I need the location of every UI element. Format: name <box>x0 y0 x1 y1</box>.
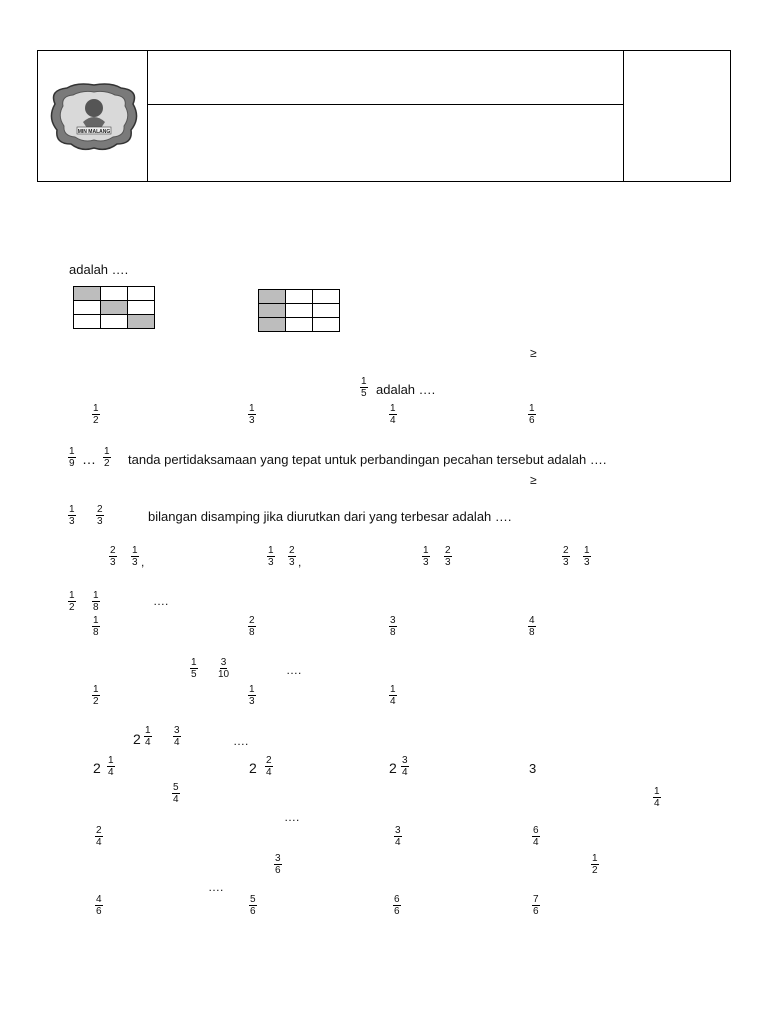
q3-text: tanda pertidaksamaan yang tepat untuk perbandingan pecahan tersebut adalah …. <box>128 452 607 467</box>
q5-option-a[interactable]: $\frac{1}{8}$ <box>93 615 99 638</box>
q9-dots: …. <box>208 880 224 894</box>
q6-fraction-2: $\frac{3}{10}$ <box>218 657 230 680</box>
q5-dots: …. <box>153 594 169 608</box>
q4-option-b-second: $\frac{2}{3}$ <box>289 545 295 568</box>
q4-option-a-comma: , <box>141 555 145 569</box>
header-divider-right <box>623 51 624 181</box>
q1-grid-a-cell-2-0 <box>74 315 101 329</box>
q7-fraction-1: $\frac{1}{4}$ <box>145 725 151 748</box>
q9-option-c[interactable]: $\frac{6}{6}$ <box>394 894 400 917</box>
school-logo <box>47 82 141 152</box>
q7-option-a-fraction: $\frac{1}{4}$ <box>108 755 114 778</box>
q8-fraction-2: $\frac{1}{4}$ <box>654 786 660 809</box>
q4-text: bilangan disamping jika diurutkan dari yang terbesar adalah …. <box>148 509 512 524</box>
q9-option-b[interactable]: $\frac{5}{6}$ <box>250 894 256 917</box>
q4-option-c-first: $\frac{1}{3}$ <box>423 545 429 568</box>
q1-text: adalah …. <box>69 262 129 277</box>
q6-option-a[interactable]: $\frac{1}{2}$ <box>93 684 99 707</box>
q6-option-b[interactable]: $\frac{1}{3}$ <box>249 684 255 707</box>
q3-left-fraction: $\frac{1}{9}$ <box>69 446 75 469</box>
q7-option-d[interactable]: 3 <box>529 761 537 776</box>
q2-option-a[interactable]: $\frac{1}{2}$ <box>93 403 99 426</box>
q7-whole-number: 2 <box>133 731 141 747</box>
q2-option-c[interactable]: $\frac{1}{4}$ <box>390 403 396 426</box>
q1-grid-b-cell-1-0-shaded <box>259 304 286 318</box>
q4-option-b-first: $\frac{1}{3}$ <box>268 545 274 568</box>
q6-option-c[interactable]: $\frac{1}{4}$ <box>390 684 396 707</box>
q2-option-b[interactable]: $\frac{1}{3}$ <box>249 403 255 426</box>
q1-grid-b-cell-2-1 <box>286 318 313 332</box>
q4-option-c-second: $\frac{2}{3}$ <box>445 545 451 568</box>
q2-option-d[interactable]: $\frac{1}{6}$ <box>529 403 535 426</box>
q7-option-a-whole: 2 <box>93 760 101 776</box>
q5-option-c[interactable]: $\frac{3}{8}$ <box>390 615 396 638</box>
q6-fraction-1: $\frac{1}{5}$ <box>191 657 197 680</box>
q1-grid-b-cell-0-2 <box>313 290 340 304</box>
q7-dots: …. <box>233 734 249 748</box>
q9-option-a[interactable]: $\frac{4}{6}$ <box>96 894 102 917</box>
q5-fraction-1: $\frac{1}{2}$ <box>69 590 75 613</box>
svg-text:MIN MALANG: MIN MALANG <box>77 129 111 135</box>
q8-dots: …. <box>284 810 300 824</box>
q2-stem-fraction: $\frac{1}{5}$ <box>361 376 367 399</box>
q5-option-d[interactable]: $\frac{4}{8}$ <box>529 615 535 638</box>
q6-dots: …. <box>286 663 302 677</box>
q5-option-b[interactable]: $\frac{2}{8}$ <box>249 615 255 638</box>
q9-fraction-1: $\frac{3}{6}$ <box>275 853 281 876</box>
q1-grid-b-cell-1-2 <box>313 304 340 318</box>
q3-geq-symbol: ≥ <box>530 473 537 487</box>
q8-option-b[interactable]: $\frac{3}{4}$ <box>395 825 401 848</box>
q1-grid-b-cell-1-1 <box>286 304 313 318</box>
q7-option-c-whole: 2 <box>389 760 397 776</box>
q7-fraction-2: $\frac{3}{4}$ <box>174 725 180 748</box>
q4-option-a-first: $\frac{2}{3}$ <box>110 545 116 568</box>
q9-fraction-2: $\frac{1}{2}$ <box>592 853 598 876</box>
q4-option-b-comma: , <box>298 555 302 569</box>
q7-option-c-fraction: $\frac{3}{4}$ <box>402 755 408 778</box>
q5-fraction-2: $\frac{1}{8}$ <box>93 590 99 613</box>
q7-option-b-whole: 2 <box>249 760 257 776</box>
q1-grid-a-cell-0-0-shaded <box>74 287 101 301</box>
q1-grid-b <box>258 289 340 332</box>
q1-geq-symbol: ≥ <box>530 346 537 360</box>
q8-option-c[interactable]: $\frac{6}{4}$ <box>533 825 539 848</box>
q1-grid-b-cell-2-2 <box>313 318 340 332</box>
q1-grid-b-cell-2-0-shaded <box>259 318 286 332</box>
q3-dots: … <box>82 451 96 467</box>
q4-fraction-2: $\frac{2}{3}$ <box>97 504 103 527</box>
q1-grid-b-cell-0-1 <box>286 290 313 304</box>
q1-grid-a-cell-0-2 <box>128 287 155 301</box>
q4-option-d-first: $\frac{2}{3}$ <box>563 545 569 568</box>
q8-option-a[interactable]: $\frac{2}{4}$ <box>96 825 102 848</box>
header-divider-left <box>147 51 148 181</box>
q1-grid-a-cell-1-1-shaded <box>101 301 128 315</box>
q1-grid-b-cell-0-0-shaded <box>259 290 286 304</box>
q4-option-a-second: $\frac{1}{3}$ <box>132 545 138 568</box>
header-divider-middle <box>147 104 623 105</box>
q1-grid-a-cell-1-2 <box>128 301 155 315</box>
q4-option-d-second: $\frac{1}{3}$ <box>584 545 590 568</box>
q2-text: adalah …. <box>376 382 436 397</box>
q3-right-fraction: $\frac{1}{2}$ <box>104 446 110 469</box>
q1-grid-a-cell-2-2-shaded <box>128 315 155 329</box>
header-table <box>37 50 731 182</box>
q8-fraction-1: $\frac{5}{4}$ <box>173 782 179 805</box>
q7-option-b-fraction: $\frac{2}{4}$ <box>266 755 272 778</box>
q9-option-d[interactable]: $\frac{7}{6}$ <box>533 894 539 917</box>
q1-grid-a <box>73 286 155 329</box>
q4-fraction-1: $\frac{1}{3}$ <box>69 504 75 527</box>
q1-grid-a-cell-2-1 <box>101 315 128 329</box>
q1-grid-a-cell-0-1 <box>101 287 128 301</box>
q1-grid-a-cell-1-0 <box>74 301 101 315</box>
